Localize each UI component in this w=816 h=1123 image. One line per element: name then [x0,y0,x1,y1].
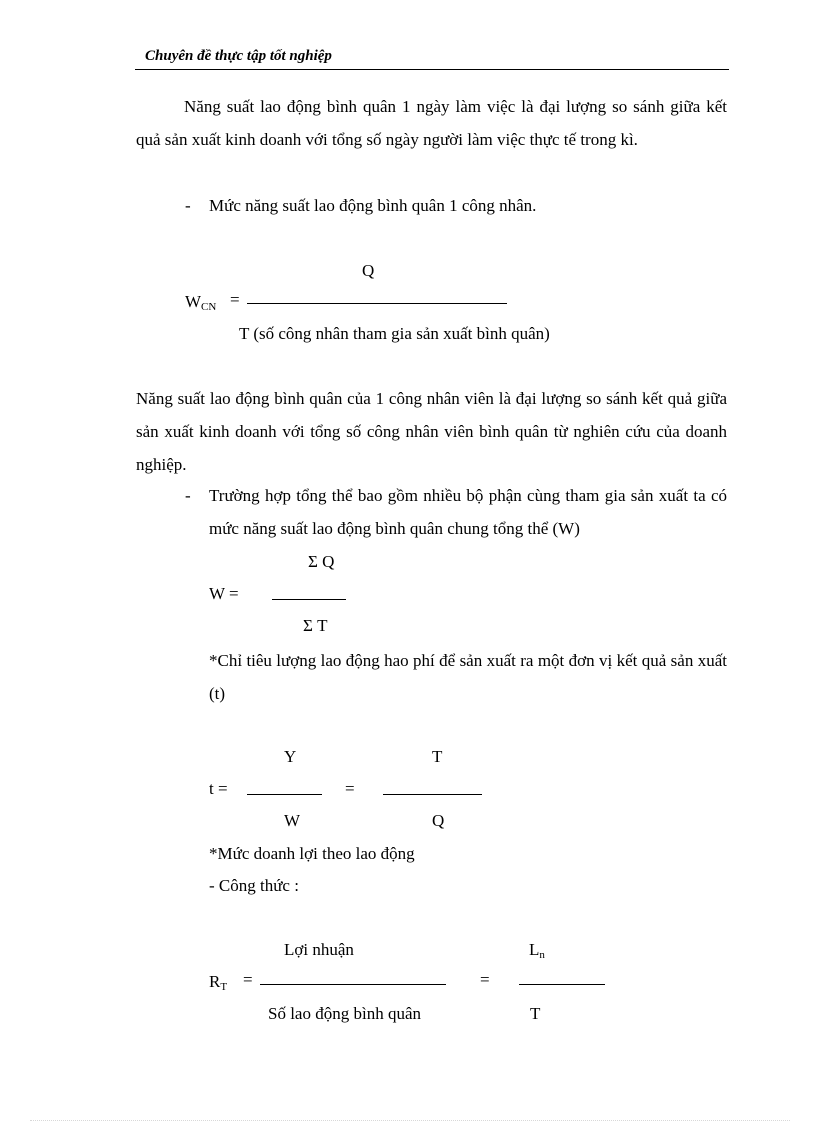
bullet-dash: - [185,486,191,505]
bullet-text: Trường hợp tổng thể bao gồm nhiều bộ phận cùng tham gia sản xuất ta có mức năng suất lao động bình quân chung tổng thể (W) [209,486,727,538]
formula3-equals: = [345,779,355,798]
formula4-numerator-right: $L_n$ [529,940,545,961]
paragraph-profit-per-labor: *Mức doanh lợi theo lao động [209,844,415,863]
formula3-numerator-right: T [432,747,443,766]
formula4-lhs: $R_T$ [209,972,228,993]
formula1-lhs: $W_{CN}$ [185,292,217,313]
formula3-fraction-bar-right [383,794,482,795]
bullet-text: Mức năng suất lao động bình quân 1 công nhân. [209,196,537,215]
paragraph-labor-cost-indicator: *Chỉ tiêu lượng lao động hao phí để sản xuất ra một đơn vị kết quả sản xuất (t) [209,651,727,703]
formula2-fraction-bar [272,599,346,600]
formula1-equals: = [230,290,240,309]
formula2-lhs: W = [209,584,239,603]
formula4-fraction-bar-right [519,984,605,985]
paragraph-formula-label: - Công thức : [209,876,299,895]
formula4-numerator-left: Lợi nhuận [284,940,354,959]
formula2-denominator: Σ T [303,616,328,635]
formula4-denominator-right: T [530,1004,541,1023]
paragraph-productivity-per-employee: Năng suất lao động bình quân của 1 công nhân viên là đại lượng so sánh kết quả giữa sản xuất kinh doanh với tổng số công nhân viên bình quân từ nghiên cứu của doanh nghiệp. [136,389,727,474]
formula4-equals-right: = [480,970,490,989]
formula1-denominator: T (số công nhân tham gia sản xuất bình quân) [239,324,550,343]
header-rule [135,69,729,70]
formula4-equals-left: = [243,970,253,989]
formula3-fraction-bar-left [247,794,322,795]
formula4-fraction-bar-left [260,984,446,985]
formula2-numerator: Σ Q [308,552,335,571]
formula3-numerator-left: Y [284,747,297,766]
formula3-denominator-right: Q [432,811,445,830]
formula1-numerator: Q [362,261,375,280]
page-bottom-border [30,1120,790,1121]
formula4-denominator-left: Số lao động bình quân [268,1004,421,1023]
formula3-denominator-left: W [284,811,301,830]
header-title: Chuyên đề thực tập tốt nghiệp [145,48,332,64]
formula1-fraction-bar [247,303,507,304]
bullet-dash: - [185,196,191,215]
paragraph-productivity-per-day: Năng suất lao động bình quân 1 ngày làm việc là đại lượng so sánh giữa kết quả sản xuất kinh doanh với tổng số ngày người làm việc thực tế trong kì. [136,97,727,149]
formula3-lhs: t = [209,779,228,798]
